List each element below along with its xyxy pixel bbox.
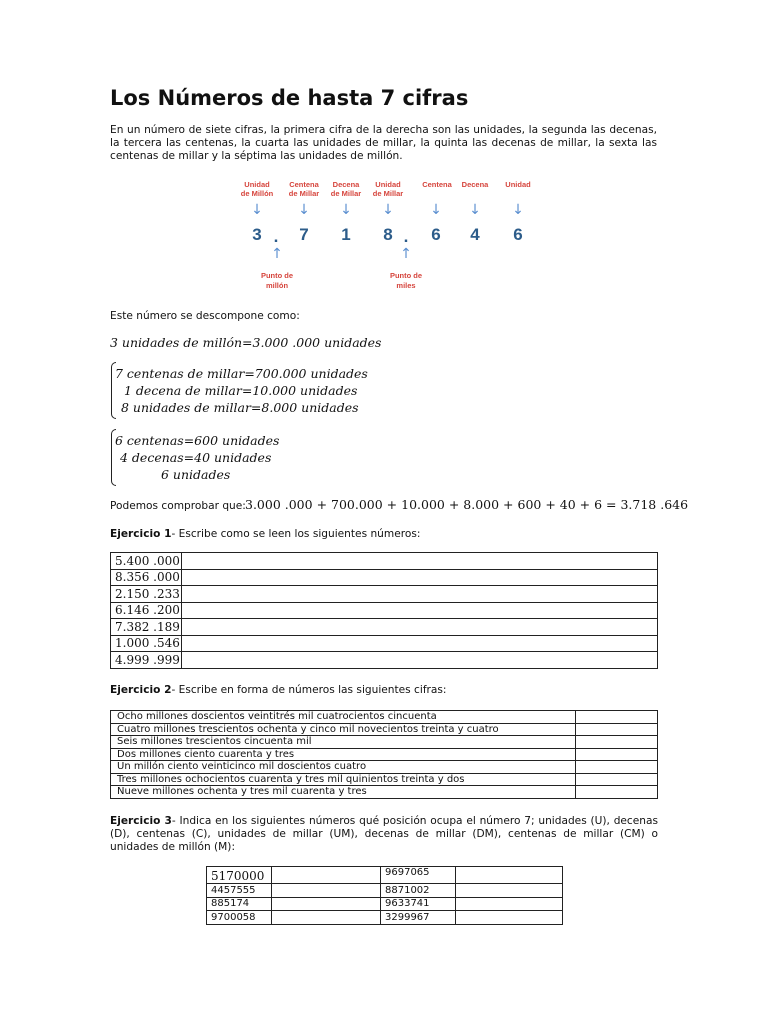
- words-cell: Ocho millones doscientos veintitrés mil cuatrocientos cincuenta: [111, 711, 576, 724]
- number-cell: 6.146 .200: [111, 602, 182, 619]
- answer-cell[interactable]: [576, 736, 658, 749]
- ex2-text: - Escribe en forma de números las siguientes cifras:: [171, 684, 447, 696]
- answer-cell[interactable]: [272, 867, 381, 884]
- dot-separator: .: [273, 227, 279, 246]
- table-row: [111, 748, 658, 761]
- words-cell: Seis millones trescientos cincuenta mil: [111, 736, 576, 749]
- table-row: [111, 736, 658, 749]
- arrow-up-icon: ↑: [400, 246, 412, 262]
- answer-cell[interactable]: [182, 553, 658, 570]
- table-row: [111, 602, 658, 619]
- ex3-bold: Ejercicio 3: [110, 815, 172, 827]
- math-line: 7 centenas de millar=700.000 unidades: [115, 366, 368, 381]
- digit: 7: [299, 225, 309, 244]
- answer-cell[interactable]: [456, 911, 563, 925]
- answer-cell[interactable]: [576, 761, 658, 774]
- digit: 1: [341, 225, 351, 244]
- math-line: 6 centenas=600 unidades: [115, 433, 280, 448]
- label-line: Unidad: [375, 180, 401, 189]
- label-line: Decena: [461, 180, 489, 189]
- digit: 6: [431, 225, 441, 244]
- label-line: Punto de: [389, 271, 423, 280]
- answer-cell[interactable]: [182, 652, 658, 669]
- table-row: [111, 711, 658, 724]
- answer-cell[interactable]: [576, 711, 658, 724]
- place-value-diagram: [225, 176, 545, 296]
- table-row: [111, 586, 658, 603]
- label-line: Unidad: [244, 180, 270, 189]
- words-cell: Cuatro millones trescientos ochenta y cinco mil novecientos treinta y cuatro: [111, 723, 576, 736]
- answer-cell[interactable]: [456, 897, 563, 911]
- number-cell: 3299967: [381, 911, 456, 925]
- table-row: [111, 723, 658, 736]
- number-cell: 2.150 .233: [111, 586, 182, 603]
- arrow-down-icon: ↓: [251, 202, 263, 218]
- label-unidad: [488, 180, 548, 189]
- ex3-text: - Indica en los siguientes números qué posición ocupa el número 7; unidades (U), decenas (D), centenas (C), unidades de millar (UM), decenas de millar (DM), centenas de millar (CM) o unidades de millón (M):: [110, 815, 659, 853]
- digit: 8: [383, 225, 393, 244]
- number-cell: 4.999 .999: [111, 652, 182, 669]
- table-row: [111, 553, 658, 570]
- label-line: Centena: [422, 180, 452, 189]
- answer-cell[interactable]: [272, 911, 381, 925]
- answer-cell[interactable]: [576, 748, 658, 761]
- table-row: [111, 761, 658, 774]
- table-row: [207, 911, 563, 925]
- answer-cell[interactable]: [576, 723, 658, 736]
- table-row: [207, 867, 563, 884]
- ex2-bold: Ejercicio 2: [110, 684, 172, 696]
- label-line: de Millón: [240, 189, 274, 198]
- math-line: 1 decena de millar=10.000 unidades: [124, 383, 358, 398]
- label-line: miles: [396, 281, 416, 290]
- words-cell: Un millón ciento veinticinco mil doscientos cuatro: [111, 761, 576, 774]
- table-row: [111, 635, 658, 652]
- answer-cell[interactable]: [182, 619, 658, 636]
- answer-cell[interactable]: [182, 635, 658, 652]
- label-line: Unidad: [505, 180, 531, 189]
- ex3-title: [110, 815, 658, 854]
- ex1-title: [110, 528, 420, 540]
- ex1-text: - Escribe como se leen los siguientes números:: [171, 528, 421, 540]
- number-cell: 9700058: [207, 911, 272, 925]
- digit: 3: [252, 225, 262, 244]
- page-title: Los Números de hasta 7 cifras: [110, 86, 469, 110]
- words-cell: Nueve millones ochenta y tres mil cuarenta y tres: [111, 786, 576, 799]
- answer-cell[interactable]: [272, 897, 381, 911]
- digit: 6: [513, 225, 523, 244]
- number-cell: 8871002: [381, 884, 456, 898]
- answer-cell[interactable]: [456, 884, 563, 898]
- number-cell: 4457555: [207, 884, 272, 898]
- intro-paragraph: En un número de siete cifras, la primera cifra de la derecha son las unidades, la segunda las decenas, la tercera las centenas, la cuarta las unidades de millar, la quinta las decenas de millar, la sexta las centenas de millar y la séptima las unidades de millón.: [110, 124, 657, 162]
- table-row: [111, 569, 658, 586]
- arrow-down-icon: ↓: [469, 202, 481, 218]
- ex1-bold: Ejercicio 1: [110, 528, 172, 540]
- table-row: [111, 773, 658, 786]
- math-line-millon: 3 unidades de millón=3.000 .000 unidades: [110, 335, 382, 350]
- check-label: Podemos comprobar que:: [110, 500, 246, 512]
- digit: 4: [470, 225, 480, 244]
- answer-cell[interactable]: [576, 786, 658, 799]
- ex1-table: [110, 552, 658, 669]
- number-cell: 9633741: [381, 897, 456, 911]
- label-line: de Millar: [330, 189, 362, 198]
- label-line: Punto de: [260, 271, 294, 280]
- answer-cell[interactable]: [456, 867, 563, 884]
- number-cell: 9697065: [381, 867, 456, 884]
- label-line: de Millar: [288, 189, 320, 198]
- label-punto-millon: [247, 271, 307, 291]
- math-line: 6 unidades: [161, 467, 231, 482]
- arrow-up-icon: ↑: [271, 246, 283, 262]
- words-cell: Tres millones ochocientos cuarenta y tres mil quinientos treinta y dos: [111, 773, 576, 786]
- label-line: Centena: [289, 180, 319, 189]
- math-line: 4 decenas=40 unidades: [120, 450, 272, 465]
- answer-cell[interactable]: [182, 586, 658, 603]
- table-row: [207, 897, 563, 911]
- answer-cell[interactable]: [182, 602, 658, 619]
- number-cell: 5.400 .000: [111, 553, 182, 570]
- answer-cell[interactable]: [576, 773, 658, 786]
- arrow-down-icon: ↓: [382, 202, 394, 218]
- table-row: [111, 619, 658, 636]
- number-cell: 8.356 .000: [111, 569, 182, 586]
- ex2-title: [110, 684, 447, 696]
- answer-cell[interactable]: [182, 569, 658, 586]
- table-row: [111, 786, 658, 799]
- ex3-table: [206, 866, 563, 925]
- label-line: Decena: [332, 180, 360, 189]
- answer-cell[interactable]: [272, 884, 381, 898]
- label-line: de Millar: [372, 189, 404, 198]
- arrow-down-icon: ↓: [430, 202, 442, 218]
- number-cell: 1.000 .546: [111, 635, 182, 652]
- number-cell: 7.382 .189: [111, 619, 182, 636]
- arrow-down-icon: ↓: [298, 202, 310, 218]
- number-cell: 885174: [207, 897, 272, 911]
- math-line: 8 unidades de millar=8.000 unidades: [121, 400, 359, 415]
- decompose-intro: Este número se descompone como:: [110, 310, 300, 322]
- table-row: [111, 652, 658, 669]
- arrow-down-icon: ↓: [340, 202, 352, 218]
- dot-separator: .: [403, 227, 409, 246]
- words-cell: Dos millones ciento cuarenta y tres: [111, 748, 576, 761]
- number-cell: 5170000: [207, 867, 272, 884]
- check-expression: 3.000 .000 + 700.000 + 10.000 + 8.000 + 600 + 40 + 6 = 3.718 .646: [245, 497, 689, 512]
- label-punto-miles: [376, 271, 436, 291]
- label-line: millón: [265, 281, 289, 290]
- table-row: [207, 884, 563, 898]
- arrow-down-icon: ↓: [512, 202, 524, 218]
- ex2-table: [110, 710, 658, 799]
